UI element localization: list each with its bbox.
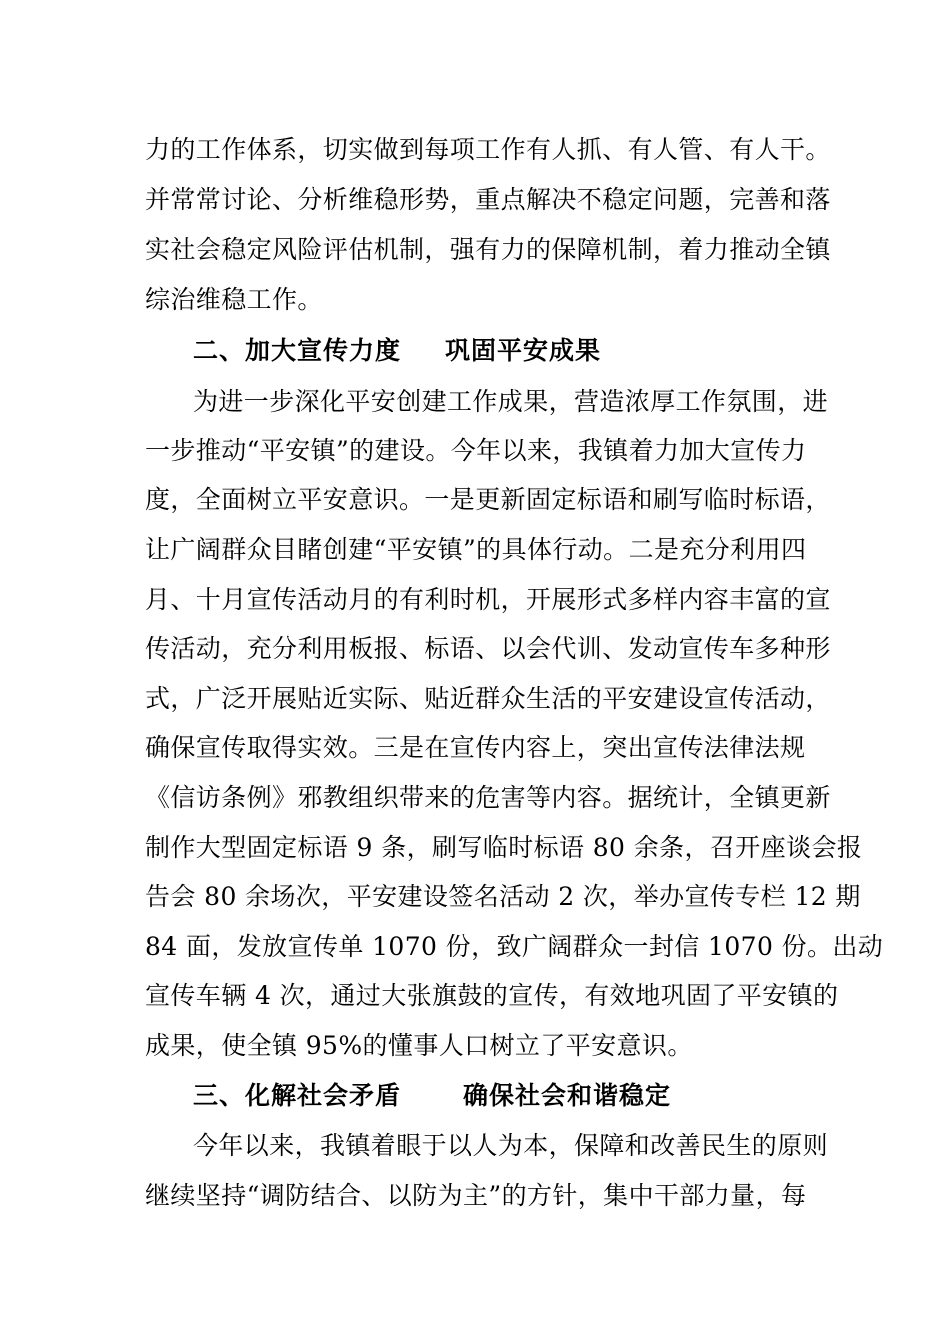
paragraph-line: 传活动，充分利用板报、标语、以会代训、发动宣传车多种形 [145,634,831,663]
paragraph-line: 并常常讨论、分析维稳形势，重点解决不稳定问题，完善和落 [145,185,831,214]
section-heading-3-number-title: 三、化解社会矛盾 [193,1081,402,1110]
paragraph-line: 力的工作体系，切实做到每项工作有人抓、有人管、有人干。 [145,135,831,164]
paragraph-line: 制作大型固定标语 9 条，刷写临时标语 80 余条，召开座谈会报 [145,833,863,862]
paragraph-line: 84 面，发放宣传单 1070 份，致广阔群众一封信 1070 份。出动 [145,932,884,961]
section-heading-2-number-title: 二、加大宣传力度 [193,336,402,365]
paragraph-line: 继续坚持“调防结合、以防为主”的方针，集中干部力量，每 [145,1181,807,1210]
paragraph-line: 度，全面树立平安意识。一是更新固定标语和刷写临时标语， [145,485,831,514]
paragraph-line: 式，广泛开展贴近实际、贴近群众生活的平安建设宣传活动， [145,684,831,713]
paragraph-line: 月、十月宣传活动月的有利时机，开展形式多样内容丰富的宣 [145,585,831,614]
paragraph-line: 一步推动“平安镇”的建设。今年以来，我镇着力加大宣传力 [145,436,807,465]
section-heading-3 [193,1081,805,1111]
section-heading-2 [193,336,805,366]
paragraph-line: 告会 80 余场次，平安建设签名活动 2 次，举办宣传专栏 12 期 [145,882,861,911]
paragraph-line: 宣传车辆 4 次，通过大张旗鼓的宣传，有效地巩固了平安镇的 [145,981,839,1010]
section-heading-2-subtitle: 巩固平安成果 [445,336,602,365]
paragraph-line: 今年以来，我镇着眼于以人为本，保障和改善民生的原则 [193,1131,829,1160]
paragraph-line: 《信访条例》邪教组织带来的危害等内容。据统计，全镇更新 [145,783,831,812]
paragraph-line: 综治维稳工作。 [145,285,323,314]
section-heading-3-subtitle: 确保社会和谐稳定 [463,1081,672,1110]
paragraph-line: 确保宣传取得实效。三是在宣传内容上，突出宣传法律法规 [145,733,806,762]
paragraph-line: 为进一步深化平安创建工作成果，营造浓厚工作氛围，进 [193,387,829,416]
paragraph-line: 实社会稳定风险评估机制，强有力的保障机制，着力推动全镇 [145,235,831,264]
paragraph-line: 让广阔群众目睹创建“平安镇”的具体行动。二是充分利用四 [145,535,807,564]
paragraph-line: 成果，使全镇 95%的懂事人口树立了平安意识。 [145,1031,693,1060]
